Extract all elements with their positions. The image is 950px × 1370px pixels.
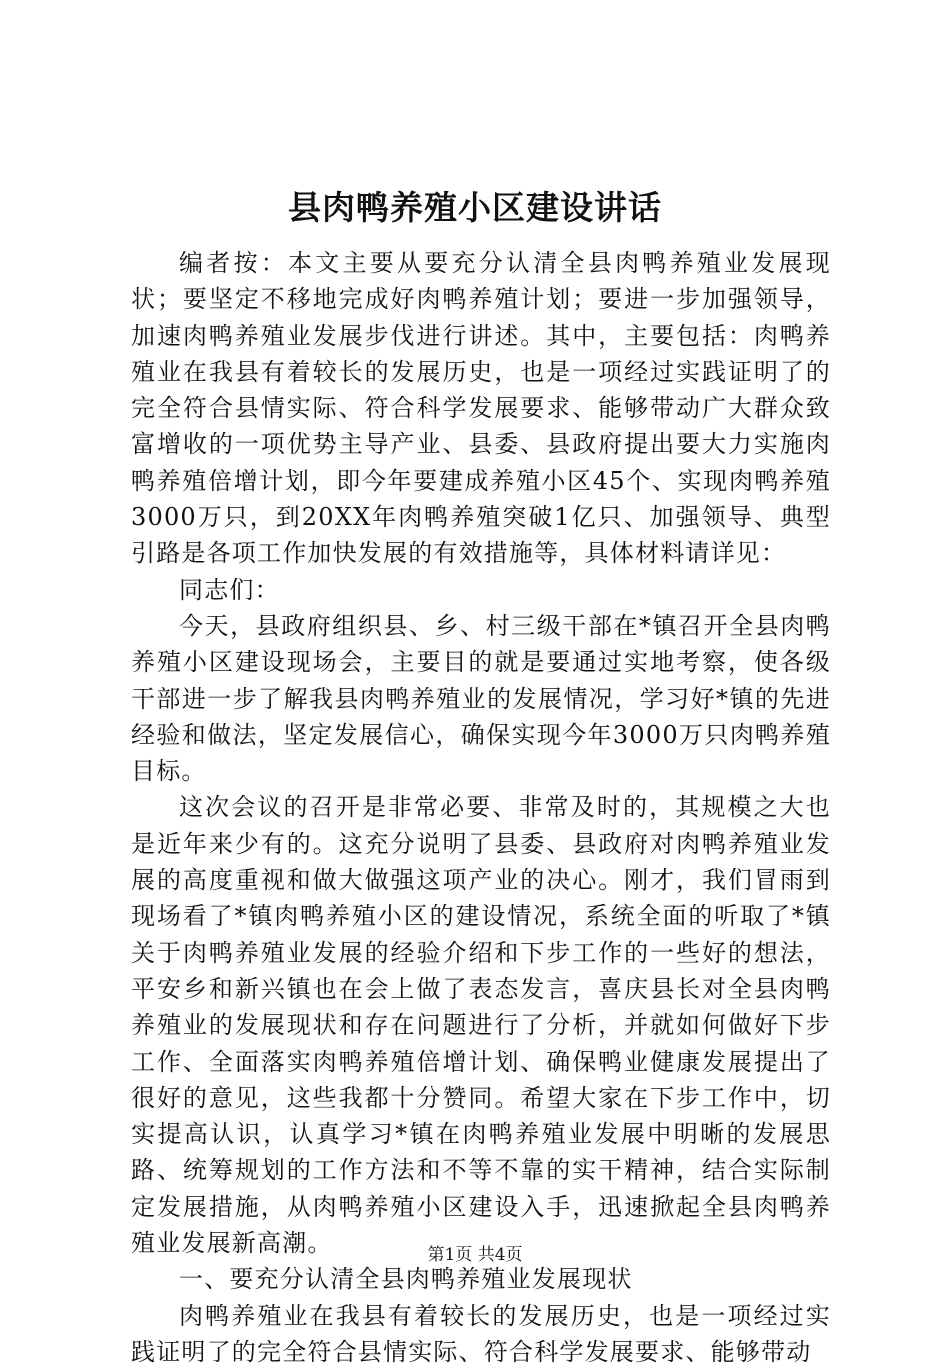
page-footer: 第1页 共4页 <box>427 1245 523 1265</box>
paragraph-section-1: 肉鸭养殖业在我县有着较长的发展历史，也是一项经过实践证明了的完全符合县情实际、符合科学发展要求、能够带动 <box>131 1301 831 1366</box>
document-body <box>131 245 831 1370</box>
section-heading-1: 一、要充分认清全县肉鸭养殖业发展现状 <box>179 1265 633 1294</box>
paragraph-editor-note: 编者按：本文主要从要充分认清全县肉鸭养殖业发展现状；要坚定不移地完成好肉鸭养殖计划；要进一步加强领导，加速肉鸭养殖业发展步伐进行讲述。其中，主要包括：肉鸭养殖业在我县有着较长的发展历史，也是一项经过实践证明了的完全符合县情实际、符合科学发展要求、能够带动广大群众致富增收的一项优势主导产业、县委、县政府提出要大力实施肉鸭养殖倍增计划，即今年要建成养殖小区45个、实现肉鸭养殖3000万只，到20XX年肉鸭养殖突破1亿只、加强领导、典型引路是各项工作加快发展的有效措施等，具体材料请详见： <box>131 249 831 568</box>
document-title: 县肉鸭养殖小区建设讲话 <box>288 188 662 227</box>
paragraph-salutation: 同志们： <box>179 575 280 604</box>
paragraph-meeting-significance: 这次会议的召开是非常必要、非常及时的，其规模之大也是近年来少有的。这充分说明了县委、县政府对肉鸭养殖业发展的高度重视和做大做强这项产业的决心。刚才，我们冒雨到现场看了*镇肉鸭养殖小区的建设情况，系统全面的听取了*镇关于肉鸭养殖业发展的经验介绍和下步工作的一些好的想法，平安乡和新兴镇也在会上做了表态发言，喜庆县长对全县肉鸭养殖业的发展现状和存在问题进行了分析，并就如何做好下步工作、全面落实肉鸭养殖倍增计划、确保鸭业健康发展提出了很好的意见，这些我都十分赞同。希望大家在下步工作中，切实提高认识，认真学习*镇在肉鸭养殖业发展中明晰的发展思路、统筹规划的工作方法和不等不靠的实干精神，结合实际制定发展措施，从肉鸭养殖小区建设入手，迅速掀起全县肉鸭养殖业发展新高潮。 <box>131 793 831 1258</box>
paragraph-opening: 今天，县政府组织县、乡、村三级干部在*镇召开全县肉鸭养殖小区建设现场会，主要目的就是要通过实地考察，使各级干部进一步了解我县肉鸭养殖业的发展情况，学习好*镇的先进经验和做法，坚定发展信心，确保实现今年3000万只肉鸭养殖目标。 <box>131 611 831 786</box>
